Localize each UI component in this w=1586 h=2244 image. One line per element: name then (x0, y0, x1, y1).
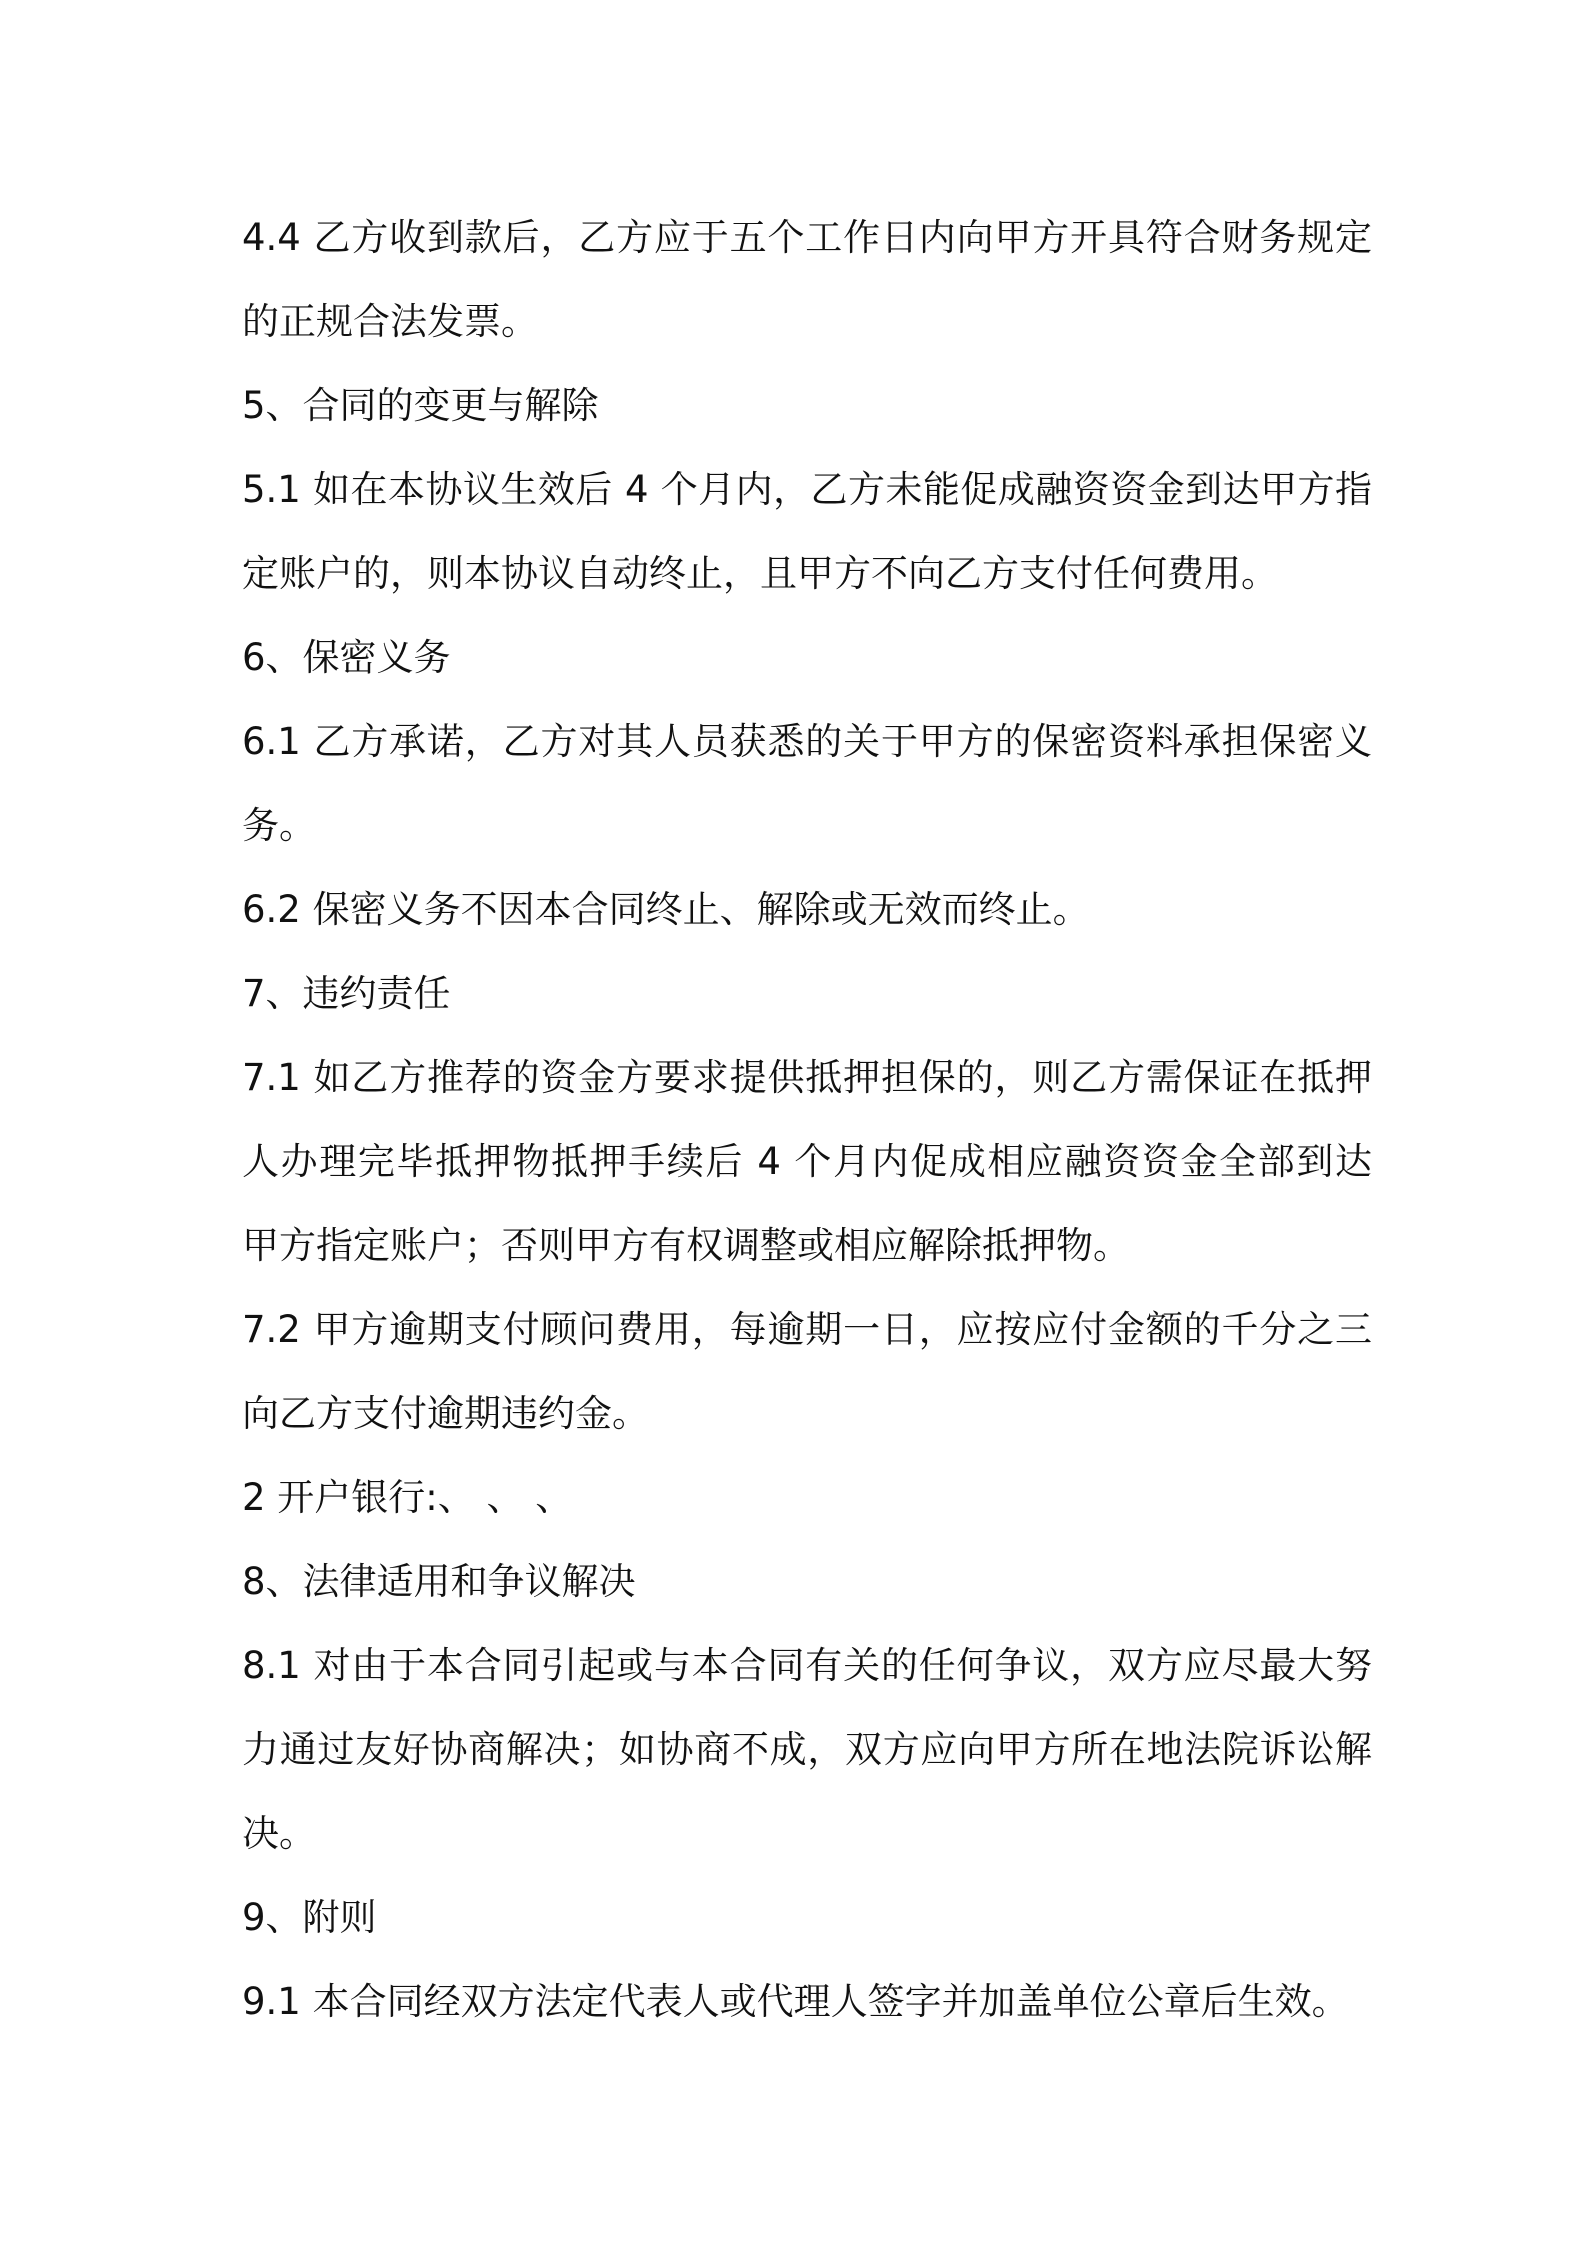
clause-8-1-line-3: 决。 (242, 1812, 316, 1855)
clause-7-1-line-2: 人办理完毕抵押物抵押手续后 4 个月内促成相应融资资金全部到达 (242, 1140, 1372, 1183)
section-7-heading: 7、违约责任 (242, 972, 451, 1015)
section-5-heading: 5、合同的变更与解除 (242, 384, 599, 427)
clause-6-1-line-2: 务。 (242, 804, 316, 847)
section-6-heading: 6、保密义务 (242, 636, 451, 679)
document-body (242, 196, 1372, 2044)
clause-5-1-line-1: 5.1 如在本协议生效后 4 个月内，乙方未能促成融资资金到达甲方指 (242, 468, 1372, 511)
clause-4-4-line-1: 4.4 乙方收到款后，乙方应于五个工作日内向甲方开具符合财务规定 (242, 216, 1372, 259)
clause-4-4-line-2: 的正规合法发票。 (242, 300, 538, 343)
clause-8-1-line-2: 力通过友好协商解决；如协商不成，双方应向甲方所在地法院诉讼解 (242, 1728, 1372, 1771)
clause-5-1-line-2: 定账户的，则本协议自动终止，且甲方不向乙方支付任何费用。 (242, 552, 1278, 595)
clause-8-1-line-1: 8.1 对由于本合同引起或与本合同有关的任何争议，双方应尽最大努 (242, 1644, 1372, 1687)
clause-7-1-line-3: 甲方指定账户；否则甲方有权调整或相应解除抵押物。 (242, 1224, 1130, 1267)
clause-6-1-line-1: 6.1 乙方承诺，乙方对其人员获悉的关于甲方的保密资料承担保密义 (242, 720, 1372, 763)
section-9-heading: 9、附则 (242, 1896, 377, 1939)
clause-6-2: 6.2 保密义务不因本合同终止、解除或无效而终止。 (242, 888, 1090, 931)
section-8-heading: 8、法律适用和争议解决 (242, 1560, 636, 1603)
clause-7-2-line-1: 7.2 甲方逾期支付顾问费用，每逾期一日，应按应付金额的千分之三 (242, 1308, 1372, 1351)
bank-account-line: 2 开户银行:、 、 、 (242, 1476, 573, 1519)
clause-7-1-line-1: 7.1 如乙方推荐的资金方要求提供抵押担保的，则乙方需保证在抵押 (242, 1056, 1372, 1099)
clause-9-1: 9.1 本合同经双方法定代表人或代理人签字并加盖单位公章后生效。 (242, 1980, 1349, 2023)
clause-7-2-line-2: 向乙方支付逾期违约金。 (242, 1392, 649, 1435)
